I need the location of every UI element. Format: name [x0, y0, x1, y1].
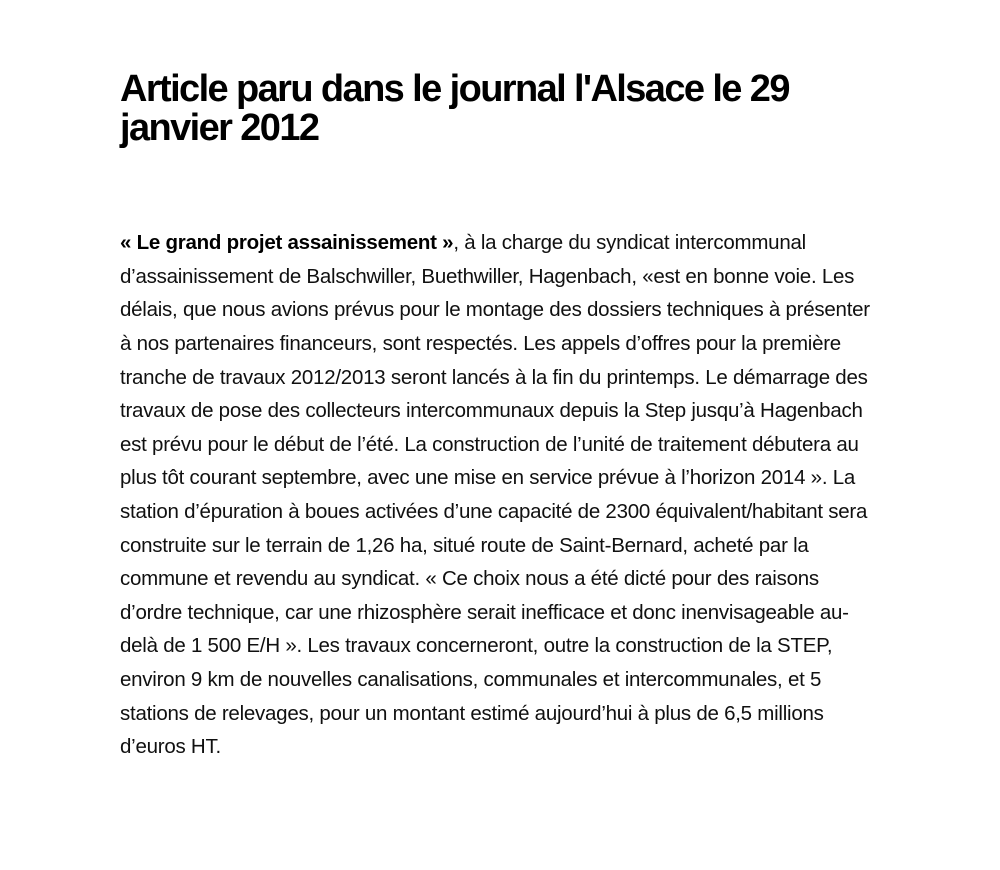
article-paragraph [120, 226, 885, 764]
lead-quote-open: « [120, 231, 137, 255]
lead-bold-text: Le grand projet assainissement [136, 231, 437, 255]
lead-quote-close: » [436, 231, 454, 255]
paragraph-body-text: , à la charge du syndicat intercommunal d’assainissement de Balschwiller, Buethwiller, Hagenbach, «est en bonne voie. Les délais, que nous avions prévus pour le montage des dossiers techniques à présenter à nos partenaires financeurs, sont respectés. Les appels d’offres pour la première tranche de travaux 2012/2013 seront lancés à la fin du printemps. Le démarrage des travaux de pose des collecteurs intercommunaux depuis la Step jusqu’à Hagenbach est prévu pour le début de l’été. La construction de l’unité de traitement débutera au plus tôt courant septembre, avec une mise en service prévue à l’horizon 2014 ». La station d’épuration à boues activées d’une capacité de 2300 équivalent/habitant sera construite sur le terrain de 1,26 ha, situé route de Saint-Bernard, acheté par la commune et revendu au syndicat. « Ce choix nous a été dicté pour des raisons d’ordre technique, car une rhizosphère serait inefficace et donc inenvisageable au-delà de 1 500 E/H ». Les travaux concerneront, outre la construction de la STEP, environ 9 km de nouvelles canalisations, communales et intercommunales, et 5 stations de relevages, pour un montant estimé aujourd’hui à plus de 6,5 millions d’euros HT. [120, 231, 870, 759]
article-title: Article paru dans le journal l'Alsace le 29 janvier 2012 [120, 68, 789, 150]
